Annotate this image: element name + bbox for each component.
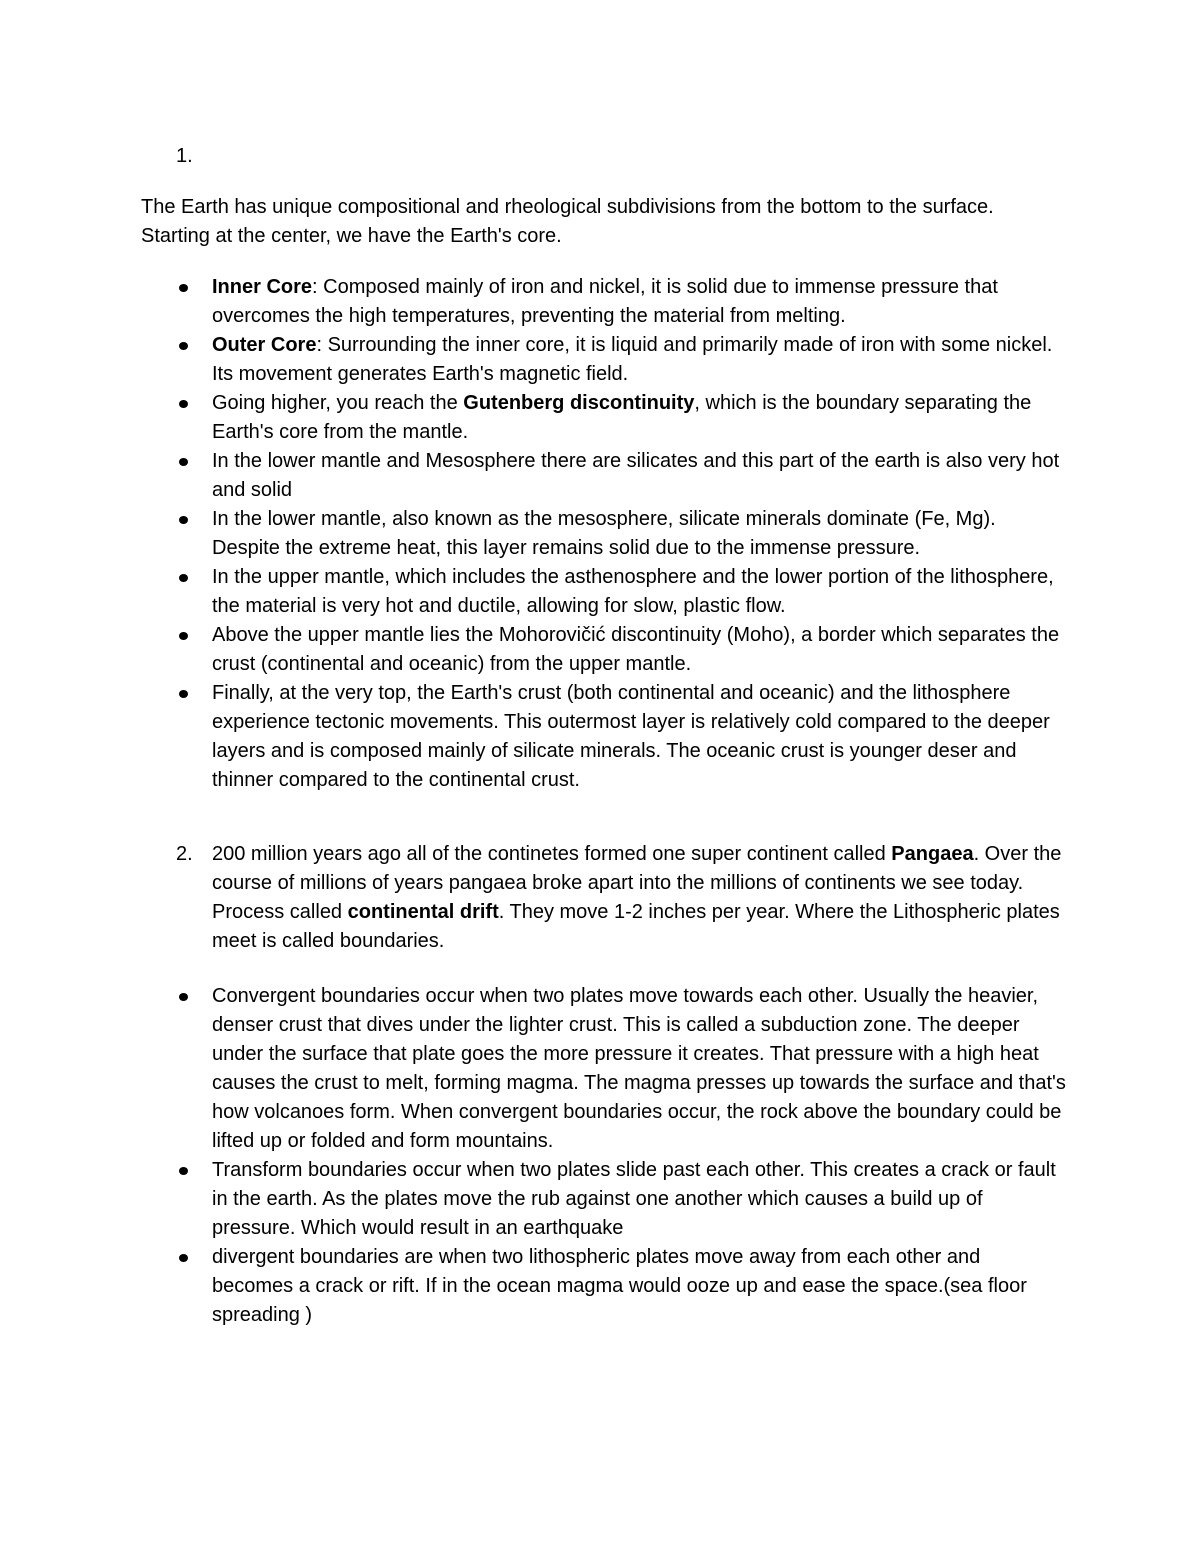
list-item bbox=[141, 621, 1066, 679]
bullet-icon bbox=[179, 284, 188, 292]
list-item bbox=[141, 1243, 1066, 1330]
term-pangaea: Pangaea bbox=[891, 843, 974, 865]
section-2-text-part: 200 million years ago all of the continetes formed one super continent called bbox=[212, 843, 892, 865]
bullet-icon bbox=[179, 993, 188, 1001]
list-item-text: : Composed mainly of iron and nickel, it is solid due to immense pressure that overcomes the high temperatures, preventing the material from melting. bbox=[212, 276, 998, 327]
section-2-text-part: . They move 1-2 inches per year. Where the Lithospheric plates meet is called boundaries. bbox=[212, 901, 1060, 952]
list-item bbox=[141, 563, 1066, 621]
term: Outer Core bbox=[212, 334, 317, 356]
list-item-text: In the lower mantle and Mesosphere there are silicates and this part of the earth is also very hot and solid bbox=[212, 450, 1060, 501]
bullet-icon bbox=[179, 574, 188, 582]
section-2-text bbox=[212, 840, 1066, 956]
list-item-text: Above the upper mantle lies the Mohorovičić discontinuity (Moho), a border which separates the crust (continental and oceanic) from the upper mantle. bbox=[212, 624, 1060, 675]
term-continental-drift: continental drift bbox=[347, 901, 499, 923]
section-2-number: 2. bbox=[176, 843, 193, 865]
bullet-icon bbox=[179, 516, 188, 524]
list-item bbox=[141, 982, 1066, 1156]
list-item-text: Finally, at the very top, the Earth's crust (both continental and oceanic) and the lithosphere experience tectonic movements. This outermost layer is relatively cold compared to the deeper layers and is composed mainly of silicate minerals. The oceanic crust is younger deser and thinner compared to the continental crust. bbox=[212, 682, 1050, 791]
list-item bbox=[141, 679, 1066, 795]
list-item bbox=[141, 447, 1066, 505]
list-item-text: Transform boundaries occur when two plates slide past each other. This creates a crack or fault in the earth. As the plates move the rub against one another which causes a build up of pressure. Which would result in an earthquake bbox=[212, 1159, 1056, 1239]
section-1-number: 1. bbox=[176, 145, 193, 167]
section-2-paragraph bbox=[176, 840, 1066, 956]
section-2-text-part: . Over the course of millions of years pangaea broke apart into the millions of continents we see today. Process called bbox=[212, 843, 1062, 923]
bullet-icon bbox=[179, 342, 188, 350]
list-item-text: , which is the boundary separating the Earth's core from the mantle. bbox=[212, 392, 1032, 443]
list-item-text: Convergent boundaries occur when two plates move towards each other. Usually the heavier, denser crust that dives under the lighter crust. This is called a subduction zone. The deeper under the surface that plate goes the more pressure it creates. That pressure with a high heat causes the crust to melt, forming magma. The magma presses up towards the surface and that's how volcanoes form. When convergent boundaries occur, the rock above the boundary could be lifted up or folded and form mountains. bbox=[212, 985, 1066, 1152]
bullet-icon bbox=[179, 1254, 188, 1262]
list-item bbox=[141, 273, 1066, 331]
bullet-icon bbox=[179, 458, 188, 466]
list-item-text-prefix: Going higher, you reach the bbox=[212, 392, 464, 414]
section-1-bullet-list bbox=[141, 273, 1066, 795]
list-item bbox=[141, 505, 1066, 563]
list-item-text: divergent boundaries are when two lithospheric plates move away from each other and becomes a crack or rift. If in the ocean magma would ooze up and ease the space.(sea floor spreading ) bbox=[212, 1246, 1027, 1326]
bullet-icon bbox=[179, 1167, 188, 1175]
term: Inner Core bbox=[212, 276, 313, 298]
section-2-bullet-list bbox=[141, 982, 1066, 1330]
list-item bbox=[141, 1156, 1066, 1243]
list-item-text: In the lower mantle, also known as the mesosphere, silicate minerals dominate (Fe, Mg). Despite the extreme heat, this layer remains solid due to the immense pressure. bbox=[212, 508, 996, 559]
term: Gutenberg discontinuity bbox=[463, 392, 695, 414]
bullet-icon bbox=[179, 690, 188, 698]
section-1-intro: The Earth has unique compositional and rheological subdivisions from the bottom to the surface. Starting at the center, we have the Earth's core. bbox=[141, 196, 994, 247]
list-item bbox=[141, 389, 1066, 447]
list-item bbox=[141, 331, 1066, 389]
bullet-icon bbox=[179, 632, 188, 640]
list-item-text: : Surrounding the inner core, it is liquid and primarily made of iron with some nickel. Its movement generates Earth's magnetic field. bbox=[212, 334, 1053, 385]
list-item-text: In the upper mantle, which includes the asthenosphere and the lower portion of the lithosphere, the material is very hot and ductile, allowing for slow, plastic flow. bbox=[212, 566, 1054, 617]
bullet-icon bbox=[179, 400, 188, 408]
